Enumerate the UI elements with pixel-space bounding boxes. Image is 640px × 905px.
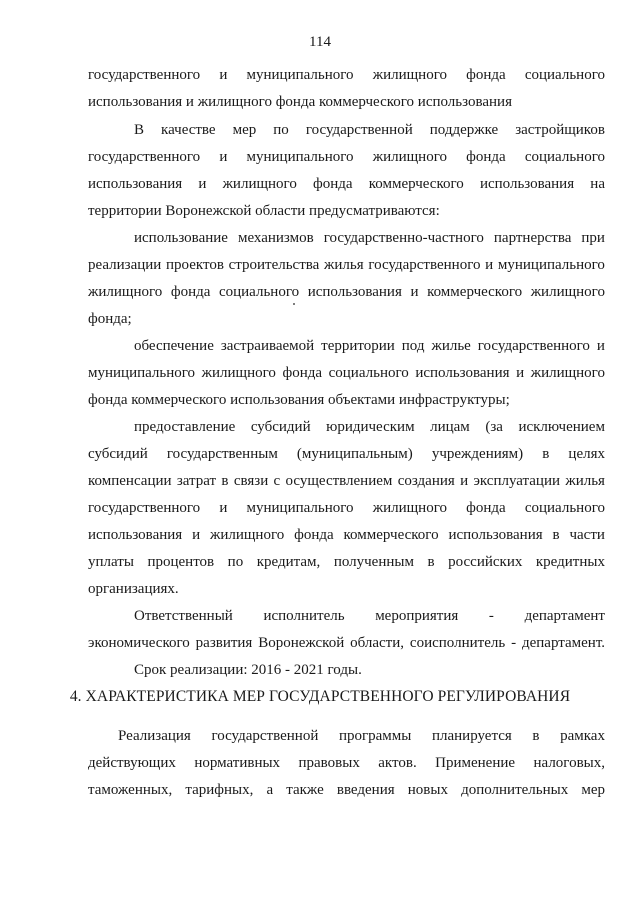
word: социального — [218, 284, 300, 300]
word: муниципального — [497, 257, 605, 273]
word: налоговых, — [533, 755, 605, 771]
word: кредитных — [535, 554, 605, 570]
text-line — [134, 121, 605, 139]
word: государственного — [368, 257, 481, 273]
word: субсидий — [88, 446, 148, 462]
text-line — [88, 283, 605, 301]
text-line — [88, 66, 605, 84]
word: коммерческого — [368, 176, 464, 192]
word: фонда — [294, 527, 334, 543]
word: социального — [524, 67, 605, 83]
page-number: 114 — [309, 34, 331, 50]
word: государственно-частного — [323, 230, 484, 246]
word: дополнительных — [461, 782, 569, 798]
word: экономического — [88, 635, 190, 651]
word: исполнитель — [263, 608, 345, 624]
word: и — [192, 527, 201, 543]
word: муниципального — [246, 500, 354, 516]
word: жилищного — [209, 527, 285, 543]
word: государственного — [88, 149, 201, 165]
word: области, — [350, 635, 405, 651]
word: субсидий — [250, 419, 311, 435]
word: Ответственный — [134, 608, 233, 624]
text-line: фонда коммерческого использования объектами инфраструктуры; — [88, 392, 510, 408]
word: и — [485, 257, 494, 273]
section-heading: 4. ХАРАКТЕРИСТИКА МЕР ГОСУДАРСТВЕННОГО РЕГУЛИРОВАНИЯ — [69, 688, 571, 705]
text-line — [134, 607, 605, 625]
word: коммерческого — [343, 527, 439, 543]
scan-dot — [293, 303, 295, 305]
text-line — [88, 256, 605, 274]
word: мер — [232, 122, 257, 138]
word: фонда — [466, 67, 506, 83]
word: юридическим — [326, 419, 415, 435]
word: полученным — [333, 554, 414, 570]
word: обеспечение — [134, 338, 214, 354]
word: фонда — [466, 500, 506, 516]
word: жилья — [565, 473, 605, 489]
word: в — [552, 527, 560, 543]
word: фонда — [466, 149, 506, 165]
word: государственного — [88, 67, 201, 83]
text-line: территории Воронежской области предусматриваются: — [88, 203, 440, 219]
word: жилищного — [372, 149, 447, 165]
word: по — [273, 122, 289, 138]
text-line — [134, 229, 605, 247]
word: муниципального — [246, 67, 354, 83]
word: и — [460, 473, 469, 489]
word: планируется — [431, 728, 512, 744]
text-line — [88, 781, 605, 799]
word: жилищного — [372, 500, 447, 516]
word: партнерства — [493, 230, 572, 246]
word: связи — [233, 473, 269, 489]
word: уплаты — [88, 554, 134, 570]
word: в — [427, 554, 435, 570]
word: застраиваемой — [220, 338, 315, 354]
word: исключением — [518, 419, 605, 435]
word: российских — [448, 554, 523, 570]
word: муниципального — [246, 149, 354, 165]
word: качестве — [161, 122, 216, 138]
word: новых — [407, 782, 448, 798]
word: жилищного — [201, 365, 276, 381]
text-line — [88, 553, 605, 571]
word: социального — [524, 149, 605, 165]
word: использования — [415, 365, 510, 381]
word: использование — [134, 230, 228, 246]
word: и — [516, 365, 525, 381]
word: строительства — [228, 257, 320, 273]
word: лицам — [430, 419, 470, 435]
text-line: организациях. — [88, 581, 179, 597]
word: рамках — [560, 728, 605, 744]
word: фонда — [170, 284, 211, 300]
text-line — [134, 418, 605, 436]
text-line — [88, 472, 605, 490]
word: актов. — [378, 755, 417, 771]
word: государственной — [305, 122, 413, 138]
word: нормативных — [194, 755, 281, 771]
word: и — [410, 284, 419, 300]
word: предоставление — [134, 419, 236, 435]
word: использования — [307, 284, 402, 300]
word: на — [590, 176, 605, 192]
word: и — [596, 338, 605, 354]
word: в — [532, 728, 540, 744]
word: департамент — [524, 608, 605, 624]
word: и — [198, 176, 207, 192]
word: Применение — [435, 755, 516, 771]
word: департамент. — [521, 635, 605, 651]
text-line: фонда; — [88, 311, 132, 327]
word: государственного — [477, 338, 590, 354]
word: под — [401, 338, 425, 354]
word: по — [227, 554, 244, 570]
text-line — [88, 499, 605, 517]
word: использования — [88, 527, 183, 543]
word: застройщиков — [515, 122, 605, 138]
text-line: Срок реализации: 2016 - 2021 годы. — [134, 662, 362, 678]
word: в — [542, 446, 550, 462]
word: социального — [524, 500, 605, 516]
word: введения — [336, 782, 395, 798]
word: государственного — [88, 500, 201, 516]
word: и — [219, 149, 228, 165]
word: кредитам, — [256, 554, 321, 570]
word: а — [266, 782, 274, 798]
word: жилищного — [530, 365, 605, 381]
word: действующих — [88, 755, 176, 771]
word: эксплуатации — [473, 473, 561, 489]
word: использования — [448, 527, 543, 543]
word: государственным — [166, 446, 278, 462]
word: создания — [397, 473, 455, 489]
word: в — [221, 473, 229, 489]
word: жилья — [324, 257, 364, 273]
word: также — [286, 782, 324, 798]
word: процентов — [147, 554, 215, 570]
text-line — [88, 148, 605, 166]
text-line — [118, 727, 605, 745]
word: жилищного — [222, 176, 297, 192]
word: муниципального — [88, 365, 196, 381]
word: при — [581, 230, 605, 246]
word: развития — [195, 635, 253, 651]
text-line — [88, 175, 605, 193]
word: проектов — [166, 257, 224, 273]
word: учреждениям) — [431, 446, 524, 462]
word: (за — [485, 419, 503, 435]
word: жилье — [431, 338, 471, 354]
word: и — [219, 500, 228, 516]
word: компенсации — [88, 473, 172, 489]
word: фонда — [313, 176, 353, 192]
word: (муниципальным) — [296, 446, 413, 462]
word: мер — [581, 782, 605, 798]
word: территории — [321, 338, 395, 354]
text-line — [134, 337, 605, 355]
word: жилищного — [530, 284, 605, 300]
word: использования — [479, 176, 575, 192]
word: с — [273, 473, 281, 489]
text-line — [88, 634, 605, 652]
text-line — [88, 754, 605, 772]
text-line: использования и жилищного фонда коммерческого использования — [88, 94, 512, 110]
text-line — [88, 445, 605, 463]
word: Реализация — [118, 728, 191, 744]
word: соисполнитель — [409, 635, 506, 651]
word: реализации — [88, 257, 162, 273]
word: таможенных, — [88, 782, 173, 798]
word: Воронежской — [258, 635, 345, 651]
word: фонда — [282, 365, 323, 381]
word: механизмов — [237, 230, 314, 246]
word: поддержке — [429, 122, 499, 138]
word: и — [219, 67, 228, 83]
word: правовых — [298, 755, 360, 771]
word: части — [569, 527, 605, 543]
word: тарифных, — [185, 782, 254, 798]
word: коммерческого — [427, 284, 523, 300]
word: жилищного — [372, 67, 447, 83]
word: - — [511, 635, 517, 651]
text-line — [88, 526, 605, 544]
word: социального — [328, 365, 409, 381]
word: государственной — [211, 728, 319, 744]
word: затрат — [176, 473, 217, 489]
word: жилищного — [88, 284, 163, 300]
word: программы — [338, 728, 412, 744]
word: - — [488, 608, 494, 624]
word: мероприятия — [375, 608, 459, 624]
word: целях — [568, 446, 605, 462]
word: использования — [88, 176, 183, 192]
word: В — [134, 122, 145, 138]
word: осуществлением — [285, 473, 393, 489]
text-line — [88, 364, 605, 382]
